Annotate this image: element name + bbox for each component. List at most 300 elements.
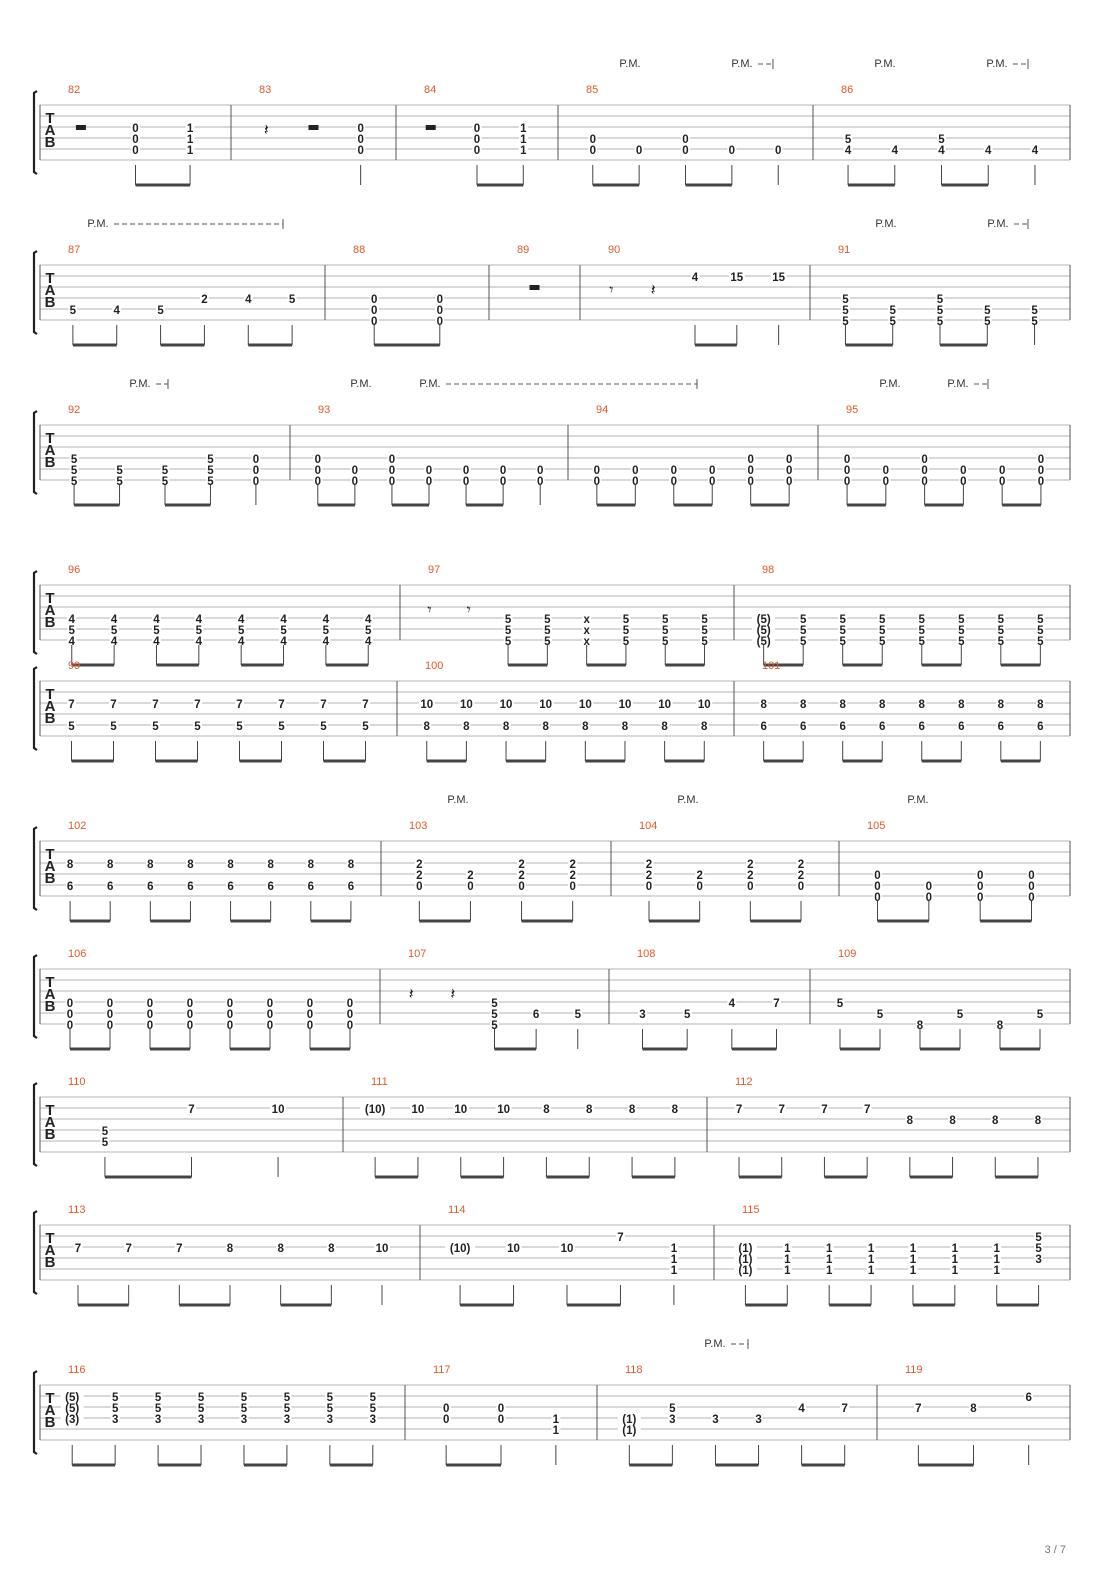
fret-number: 0 (518, 881, 525, 893)
measure (905, 1364, 1033, 1465)
fret-number: 10 (578, 699, 592, 711)
quarter-rest: 𝄽 (408, 986, 414, 1003)
fret-number: 5 (997, 625, 1005, 637)
fret-number: 4 (985, 145, 992, 157)
fret-number: 5 (116, 476, 123, 488)
fret-number: 8 (760, 699, 767, 711)
fret-number: 4 (153, 636, 160, 648)
fret-number: 4 (110, 614, 118, 626)
fret-number: 4 (938, 145, 945, 157)
fret-number: 0 (747, 476, 754, 488)
fret-number: 0 (106, 1009, 114, 1021)
fret-number: 2 (747, 859, 754, 871)
fret-number: 3 (712, 1414, 719, 1426)
fret-number: 0 (728, 145, 736, 157)
fret-number: 0 (1037, 454, 1045, 466)
fret-number: 5 (889, 305, 896, 317)
fret-number: 6 (760, 721, 767, 733)
fret-number: 5 (68, 721, 75, 733)
tab-clef-letter: T (45, 430, 55, 447)
fret-number: 8 (970, 1403, 977, 1415)
fret-number: 0 (589, 145, 596, 157)
fret-number: 5 (701, 614, 708, 626)
measure (68, 84, 195, 185)
fret-number: 5 (152, 721, 159, 733)
tab-clef-letter: T (45, 1390, 55, 1407)
fret-number: 0 (976, 881, 984, 893)
fret-number: 2 (747, 870, 754, 882)
fret-number: 0 (797, 881, 805, 893)
measure-number: 82 (68, 84, 81, 96)
fret-number: 0 (314, 476, 322, 488)
fret-number: 0 (442, 1414, 450, 1426)
fret-number: 8 (277, 1243, 284, 1255)
tab-system (34, 564, 1070, 665)
fret-number: 0 (682, 145, 689, 157)
measure-number: 100 (425, 660, 444, 672)
fret-number: 0 (186, 1020, 194, 1032)
fret-number: 8 (463, 721, 470, 733)
fret-number: 0 (473, 134, 481, 146)
fret-number: 0 (467, 881, 474, 893)
tab-clef-letter: T (45, 110, 55, 127)
fret-number: 5 (842, 316, 849, 328)
tab-system (34, 948, 1070, 1049)
fret-number: 0 (785, 476, 793, 488)
fret-number: x (583, 625, 590, 637)
fret-number: 1 (993, 1254, 1000, 1266)
fret-number: 0 (645, 881, 653, 893)
tab-system (34, 660, 1070, 761)
fret-number: 5 (326, 1403, 334, 1415)
fret-number: 1 (993, 1265, 1000, 1277)
fret-number: 7 (362, 699, 369, 711)
fret-number: 5 (283, 1403, 291, 1415)
fret-number: 15 (772, 272, 786, 284)
system-bracket (34, 411, 37, 494)
fret-number: 2 (467, 870, 474, 882)
fret-number: 8 (916, 1020, 924, 1032)
fret-number: 0 (252, 454, 260, 466)
fret-number: 5 (110, 625, 118, 637)
fret-number: 5 (161, 476, 169, 488)
fret-number: 0 (632, 465, 639, 477)
fret-number: 0 (632, 476, 639, 488)
system-bracket (34, 91, 37, 174)
fret-number: 0 (351, 465, 359, 477)
fret-number: 0 (921, 454, 928, 466)
fret-number: 0 (436, 305, 444, 317)
fret-number: 5 (195, 625, 203, 637)
fret-number: 0 (370, 316, 378, 328)
fret-number: 0 (960, 465, 967, 477)
fret-number: 5 (544, 625, 551, 637)
fret-number: 0 (536, 465, 544, 477)
fret-number: 2 (797, 870, 805, 882)
tab-system (34, 378, 1070, 505)
fret-number: 5 (958, 614, 965, 626)
measure-number: 88 (353, 244, 366, 256)
palm-mute-label: P.M. (619, 58, 641, 70)
fret-number: 1 (520, 123, 527, 135)
fret-number: 8 (307, 859, 314, 871)
fret-number: 0 (462, 465, 470, 477)
fret-number: 2 (569, 870, 576, 882)
fret-number: 5 (958, 625, 965, 637)
fret-number: 0 (1037, 476, 1045, 488)
fret-number: 0 (66, 1020, 74, 1032)
fret-number: 0 (635, 145, 643, 157)
fret-number: 1 (784, 1243, 791, 1255)
fret-number: 5 (157, 305, 164, 317)
fret-number: 5 (839, 625, 846, 637)
fret-number: 5 (984, 305, 991, 317)
measure-number: 95 (846, 404, 859, 416)
system-bracket (34, 1211, 37, 1294)
fret-number: 0 (1028, 870, 1035, 882)
fret-number: 6 (1037, 721, 1044, 733)
fret-number: 0 (499, 476, 507, 488)
fret-number: 5 (622, 636, 630, 648)
fret-number: 8 (586, 1104, 593, 1116)
measure (67, 660, 370, 761)
fret-number: 5 (839, 614, 846, 626)
system-bracket (34, 667, 37, 750)
fret-number: 5 (669, 1403, 676, 1415)
tab-clef-letter: A (44, 122, 56, 139)
measure (517, 244, 540, 290)
fret-number: 7 (735, 1104, 743, 1116)
palm-mute-label: P.M. (907, 794, 929, 806)
fret-number: 5 (70, 465, 78, 477)
tab-clef-letter: B (44, 1254, 56, 1271)
fret-number: 0 (146, 998, 154, 1010)
palm-mute-label: P.M. (875, 218, 897, 230)
fret-number: 8 (187, 859, 194, 871)
fret-number: 0 (388, 465, 396, 477)
fret-number: 4 (891, 145, 898, 157)
fret-number: 5 (153, 625, 160, 637)
fret-number: 2 (645, 859, 653, 871)
measure-number: 109 (838, 948, 857, 960)
fret-number: 6 (839, 721, 846, 733)
quarter-rest: 𝄽 (263, 122, 269, 139)
fret-number: 4 (195, 614, 203, 626)
fret-number: 7 (773, 998, 780, 1010)
fret-number: 5 (288, 294, 296, 306)
fret-number: 6 (1025, 1392, 1032, 1404)
measure-number: 104 (639, 820, 658, 832)
palm-mute-label: P.M. (731, 58, 753, 70)
fret-number: 10 (420, 699, 434, 711)
fret-number: (10) (449, 1243, 471, 1255)
fret-number: 5 (844, 134, 852, 146)
fret-number: 0 (709, 476, 716, 488)
fret-number: 7 (110, 699, 117, 711)
fret-number: 1 (186, 134, 194, 146)
fret-number: 4 (280, 636, 287, 648)
fret-number: 4 (68, 636, 75, 648)
fret-number: 5 (116, 465, 123, 477)
fret-number: 10 (507, 1243, 520, 1255)
fret-number: 4 (280, 614, 287, 626)
fret-number: 0 (998, 465, 1006, 477)
fret-number: 0 (882, 465, 890, 477)
measure (68, 404, 260, 505)
fret-number: 5 (1035, 1243, 1042, 1255)
measure (752, 564, 1045, 665)
tab-system (34, 794, 1070, 921)
fret-number: 0 (346, 1020, 354, 1032)
eighth-rest: 𝄾 (466, 602, 471, 619)
measure (360, 1076, 679, 1177)
tab-clef-letter: B (44, 134, 56, 151)
tab-system (34, 1076, 1070, 1177)
tab-clef-letter: T (45, 590, 55, 607)
fret-number: 5 (544, 614, 551, 626)
measure (445, 1204, 678, 1305)
half-rest (309, 125, 319, 130)
fret-number: 1 (186, 123, 194, 135)
fret-number: 1 (825, 1265, 833, 1277)
fret-number: 0 (709, 465, 716, 477)
fret-number: 2 (518, 870, 525, 882)
fret-number: 7 (617, 1232, 624, 1244)
half-rest (530, 285, 540, 290)
fret-number: 5 (161, 465, 169, 477)
measure (618, 1364, 849, 1465)
fret-number: 5 (984, 316, 991, 328)
tab-clef-letter: B (44, 1414, 56, 1431)
fret-number: 6 (347, 881, 355, 893)
fret-number: 5 (240, 1403, 248, 1415)
measure (424, 84, 528, 185)
tab-clef-letter: A (44, 282, 56, 299)
fret-number: 8 (958, 699, 965, 711)
fret-number: (5) (65, 1403, 80, 1415)
fret-number: 0 (1028, 892, 1035, 904)
palm-mute-label: P.M. (447, 794, 469, 806)
fret-number: 0 (593, 476, 601, 488)
measure (735, 1076, 1043, 1177)
tab-clef-letter: A (44, 1242, 56, 1259)
fret-number: 0 (132, 145, 139, 157)
tab-clef-letter: B (44, 710, 56, 727)
measure (734, 1204, 1043, 1305)
fret-number: 5 (879, 614, 886, 626)
tab-clef-letter: T (45, 1102, 55, 1119)
palm-mute-label: P.M. (947, 378, 969, 390)
fret-number: 0 (1028, 881, 1035, 893)
fret-number: 1 (993, 1243, 1000, 1255)
fret-number: 0 (146, 1009, 154, 1021)
fret-number: 5 (154, 1392, 162, 1404)
measure-number: 119 (905, 1364, 923, 1376)
fret-number: 7 (194, 699, 201, 711)
eighth-rest: 𝄾 (609, 282, 614, 299)
system-bracket (34, 571, 37, 654)
fret-number: 5 (197, 1403, 205, 1415)
fret-number: 8 (701, 721, 708, 733)
tab-clef-letter: A (44, 1402, 56, 1419)
fret-number: 8 (582, 721, 589, 733)
fret-number: (1) (738, 1254, 753, 1266)
fret-number: 8 (997, 699, 1005, 711)
fret-number: 5 (662, 625, 669, 637)
measure (409, 820, 577, 921)
fret-number: 0 (874, 881, 881, 893)
fret-number: 5 (683, 1009, 691, 1021)
fret-number: 5 (839, 636, 846, 648)
measure-number: 96 (68, 564, 81, 576)
measure-number: 89 (517, 244, 530, 256)
fret-number: 0 (882, 476, 890, 488)
fret-number: 15 (730, 272, 744, 284)
fret-number: 0 (132, 134, 139, 146)
fret-number: 0 (436, 316, 444, 328)
fret-number: 1 (867, 1243, 875, 1255)
fret-number: 5 (1031, 316, 1038, 328)
fret-number: 0 (569, 881, 576, 893)
fret-number: 5 (326, 1392, 334, 1404)
measure (353, 244, 444, 345)
fret-number: 0 (425, 476, 433, 488)
fret-number: 5 (799, 614, 807, 626)
tab-clef-letter: B (44, 614, 56, 631)
measure (838, 244, 1039, 345)
measure (433, 1364, 560, 1465)
fret-number: 5 (701, 625, 708, 637)
fret-number: 5 (504, 625, 512, 637)
fret-number: 1 (552, 1425, 560, 1437)
measure-number: 86 (841, 84, 854, 96)
fret-number: 0 (589, 134, 596, 146)
fret-number: 1 (909, 1254, 917, 1266)
fret-number: 0 (226, 998, 234, 1010)
fret-number: 4 (844, 145, 852, 157)
tab-clef-letter: A (44, 442, 56, 459)
fret-number: 0 (843, 465, 851, 477)
measure (427, 564, 709, 665)
fret-number: 0 (976, 892, 984, 904)
fret-number: 5 (918, 614, 925, 626)
fret-number: 0 (874, 892, 881, 904)
fret-number: 0 (682, 134, 689, 146)
fret-number: 1 (784, 1254, 791, 1266)
measure (61, 1364, 378, 1465)
fret-number: 2 (416, 870, 423, 882)
fret-number: 3 (111, 1414, 119, 1426)
fret-number: 0 (346, 998, 354, 1010)
fret-number: 8 (423, 721, 430, 733)
measure-number: 103 (409, 820, 428, 832)
fret-number: 1 (552, 1414, 560, 1426)
fret-number: 10 (658, 699, 672, 711)
fret-number: 5 (701, 636, 708, 648)
fret-number: 5 (622, 625, 630, 637)
fret-number: 5 (876, 1009, 884, 1021)
tab-clef-letter: B (44, 870, 56, 887)
half-rest (426, 125, 436, 130)
fret-number: 7 (68, 699, 75, 711)
fret-number: 1 (909, 1265, 917, 1277)
fret-number: 6 (107, 881, 114, 893)
fret-number: 7 (320, 699, 327, 711)
palm-mute-label: P.M. (129, 378, 151, 390)
fret-number: 7 (841, 1403, 848, 1415)
fret-number: 0 (921, 476, 928, 488)
fret-number: 5 (491, 1009, 498, 1021)
fret-number: (3) (65, 1414, 80, 1426)
fret-number: 5 (101, 1126, 109, 1138)
measure (68, 244, 297, 345)
fret-number: 5 (662, 636, 669, 648)
fret-number: 4 (237, 636, 245, 648)
fret-number: 0 (416, 881, 423, 893)
fret-number: 10 (560, 1243, 574, 1255)
fret-number: 3 (154, 1414, 162, 1426)
measure (66, 948, 355, 1049)
fret-number: 5 (283, 1392, 291, 1404)
fret-number: 1 (951, 1254, 959, 1266)
fret-number: 5 (997, 614, 1005, 626)
fret-number: 8 (147, 859, 154, 871)
fret-number: 5 (1036, 1009, 1044, 1021)
fret-number: 8 (671, 1104, 679, 1116)
fret-number: 4 (1031, 145, 1039, 157)
tab-clef-letter: B (44, 998, 56, 1015)
fret-number: 1 (951, 1243, 959, 1255)
quarter-rest: 𝄽 (650, 282, 656, 299)
system-bracket (34, 827, 37, 910)
fret-number: 5 (70, 476, 78, 488)
fret-number: 8 (992, 1115, 999, 1127)
fret-number: 1 (784, 1265, 791, 1277)
measure (419, 660, 713, 761)
fret-number: (1) (738, 1243, 753, 1255)
measure-number: 114 (448, 1204, 466, 1216)
fret-number: 5 (936, 316, 944, 328)
fret-number: 5 (799, 625, 807, 637)
fret-number: 6 (799, 721, 807, 733)
measure (836, 948, 1045, 1049)
fret-number: 1 (951, 1265, 959, 1277)
tab-system (34, 218, 1070, 345)
fret-number: 0 (306, 998, 314, 1010)
fret-number: 2 (416, 859, 423, 871)
fret-number: 5 (504, 614, 512, 626)
fret-number: (5) (756, 614, 771, 626)
fret-number: 5 (842, 294, 849, 306)
fret-number: 8 (906, 1115, 914, 1127)
tab-clef-letter: A (44, 602, 56, 619)
fret-number: 5 (280, 625, 287, 637)
fret-number: 8 (1034, 1115, 1042, 1127)
palm-mute-label: P.M. (87, 218, 109, 230)
fret-number: 8 (949, 1115, 956, 1127)
fret-number: 0 (497, 1403, 505, 1415)
fret-number: 4 (113, 305, 120, 317)
measure-number: 113 (68, 1204, 86, 1216)
measure (259, 84, 365, 185)
fret-number: (5) (756, 636, 771, 648)
measure (586, 84, 783, 185)
fret-number: 5 (491, 1020, 498, 1032)
system-bracket (34, 1371, 37, 1454)
measure (639, 820, 806, 921)
fret-number: 0 (425, 465, 433, 477)
fret-number: 5 (111, 1403, 119, 1415)
